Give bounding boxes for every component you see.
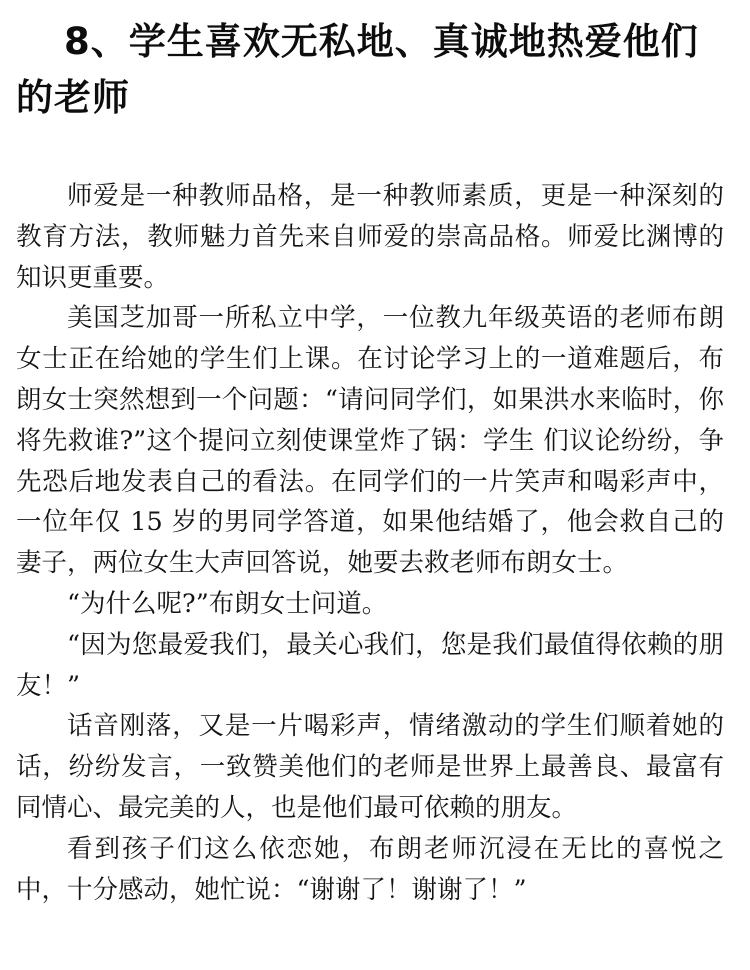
- paragraph-5: 话音刚落，又是一片喝彩声，情绪激动的学生们顺着她的话，纷纷发言，一致赞美他们的老师是世界上最善良、最富有同情心、最完美的人，也是他们最可依赖的朋友。: [16, 711, 724, 823]
- paragraph-1: 师爱是一种教师品格，是一种教师素质，更是一种深刻的教育方法，教师魅力首先来自师爱的崇高品格。师爱比渊博的知识更重要。: [16, 181, 724, 293]
- section-title: 8、学生喜欢无私地、真诚地热爱他们的老师: [16, 20, 699, 119]
- paragraph-4: “因为您最爱我们，最关心我们，您是我们最值得依赖的朋友！”: [16, 629, 724, 701]
- paragraph-6: 看到孩子们这么依恋她，布朗老师沉浸在无比的喜悦之中，十分感动，她忙说：“谢谢了！谢谢了！”: [16, 833, 724, 905]
- paragraph-2: 美国芝加哥一所私立中学，一位教九年级英语的老师布朗女士正在给她的学生们上课。在讨论学习上的一道难题后，布朗女士突然想到一个问题：“请问同学们，如果洪水来临时，你将先救谁?”这个提问立刻使课堂炸了锅：学生 们议论纷纷，争先恐后地发表自己的看法。在同学们的一片笑声和喝彩声中，一位年仅 15 岁的男同学答道，如果他结婚了，他会救自己的妻子，两位女生大声回答说，她要去救老师布朗女士。: [16, 303, 724, 579]
- article-body: [16, 176, 724, 910]
- paragraph-3: “为什么呢?”布朗女士问道。: [67, 588, 388, 619]
